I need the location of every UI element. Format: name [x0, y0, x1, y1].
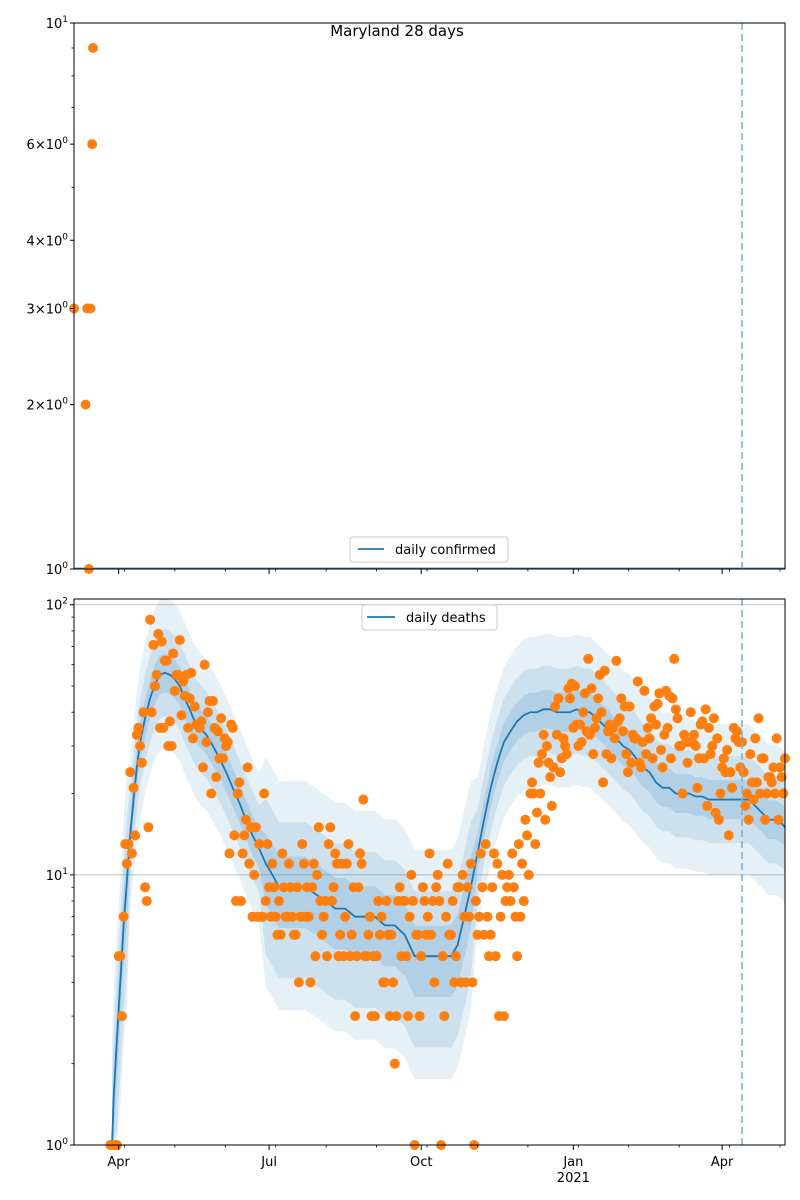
deaths-data-point [722, 745, 732, 755]
deaths-data-point [244, 859, 254, 869]
deaths-y-axis [46, 597, 74, 1154]
deaths-data-point [772, 733, 782, 743]
deaths-data-point [514, 839, 524, 849]
deaths-data-point [142, 896, 152, 906]
deaths-data-point [539, 730, 549, 740]
deaths-data-point [342, 859, 352, 869]
deaths-data-point [471, 896, 481, 906]
deaths-data-point [363, 930, 373, 940]
deaths-data-point [350, 1011, 360, 1021]
deaths-data-point [408, 896, 418, 906]
deaths-data-point [752, 777, 762, 787]
deaths-data-point [433, 870, 443, 880]
deaths-data-point [310, 951, 320, 961]
deaths-data-point [317, 930, 327, 940]
deaths-data-point [547, 801, 557, 811]
x-tick-sublabel: 2021 [556, 1171, 590, 1186]
deaths-data-point [203, 707, 213, 717]
deaths-data-point [261, 896, 271, 906]
deaths-data-point [309, 859, 319, 869]
deaths-data-point [175, 635, 185, 645]
deaths-data-point [668, 693, 678, 703]
deaths-data-point [329, 882, 339, 892]
deaths-data-point [167, 741, 177, 751]
deaths-data-point [196, 716, 206, 726]
deaths-data-point [122, 859, 132, 869]
deaths-data-point [534, 758, 544, 768]
deaths-data-point [115, 951, 125, 961]
deaths-data-point [137, 758, 147, 768]
y-tick-label [46, 15, 68, 32]
deaths-data-point [524, 870, 534, 880]
deaths-data-point [277, 848, 287, 858]
deaths-data-point [499, 1011, 509, 1021]
deaths-data-point [423, 912, 433, 922]
y-tick-label [27, 136, 69, 153]
deaths-data-point [476, 848, 486, 858]
deaths-data-point [553, 693, 563, 703]
deaths-data-point [124, 839, 134, 849]
deaths-data-point [157, 637, 167, 647]
deaths-panel [46, 597, 790, 1186]
deaths-data-point [682, 758, 692, 768]
deaths-data-point [299, 859, 309, 869]
deaths-data-point [143, 822, 153, 832]
deaths-data-point [343, 839, 353, 849]
deaths-data-point [312, 870, 322, 880]
deaths-data-point [127, 848, 137, 858]
deaths-data-point [307, 882, 317, 892]
deaths-data-point [754, 713, 764, 723]
deaths-data-point [224, 848, 234, 858]
deaths-data-point [691, 741, 701, 751]
deaths-data-point [382, 896, 392, 906]
deaths-data-point [190, 701, 200, 711]
deaths-data-point [243, 762, 253, 772]
deaths-data-point [610, 733, 620, 743]
y-tick-exponent: 0 [62, 1137, 68, 1147]
deaths-data-point [677, 789, 687, 799]
deaths-data-point [596, 707, 606, 717]
deaths-data-point [570, 681, 580, 691]
x-tick-label: Apr [710, 1155, 734, 1170]
deaths-data-point [216, 713, 226, 723]
deaths-data-point [292, 882, 302, 892]
deaths-data-point [727, 783, 737, 793]
deaths-data-point [274, 896, 284, 906]
deaths-data-point [489, 848, 499, 858]
y-tick-label [27, 232, 69, 249]
deaths-data-point [416, 951, 426, 961]
deaths-x-axis [107, 1145, 780, 1186]
deaths-data-point [639, 686, 649, 696]
band-outer [112, 599, 785, 1145]
deaths-data-point [426, 930, 436, 940]
deaths-data-point [223, 737, 233, 747]
deaths-data-point [466, 859, 476, 869]
deaths-data-point [491, 951, 501, 961]
deaths-data-point [587, 683, 597, 693]
deaths-data-point [463, 882, 473, 892]
y-tick-exponent: 2 [62, 596, 68, 607]
deaths-data-point [583, 654, 593, 664]
deaths-data-point [140, 882, 150, 892]
deaths-data-point [712, 733, 722, 743]
deaths-data-point [692, 783, 702, 793]
deaths-data-point [448, 896, 458, 906]
y-tick-base: 10 [45, 868, 63, 884]
y-tick-base: 6×10 [26, 138, 63, 154]
confirmed-x-axis [119, 569, 780, 574]
y-tick-exponent: 0 [62, 232, 68, 243]
deaths-data-point [377, 912, 387, 922]
deaths-data-point [418, 882, 428, 892]
deaths-data-point [233, 789, 243, 799]
deaths-data-point [709, 713, 719, 723]
deaths-data-point [415, 1011, 425, 1021]
deaths-data-point [704, 723, 714, 733]
deaths-data-point [506, 896, 516, 906]
deaths-data-point [239, 830, 249, 840]
deaths-data-point [200, 660, 210, 670]
deaths-data-point [319, 912, 329, 922]
deaths-data-point [593, 693, 603, 703]
y-tick-label [27, 300, 69, 317]
deaths-data-point [656, 745, 666, 755]
deaths-data-point [425, 848, 435, 858]
deaths-bands [112, 599, 785, 1145]
deaths-data-point [621, 749, 631, 759]
deaths-data-point [284, 859, 294, 869]
deaths-data-point [186, 668, 196, 678]
deaths-data-point [451, 951, 461, 961]
deaths-data-point [335, 930, 345, 940]
deaths-data-point [358, 795, 368, 805]
deaths-data-point [686, 707, 696, 717]
deaths-data-point [401, 951, 411, 961]
deaths-data-point [651, 720, 661, 730]
deaths-data-point [577, 737, 587, 747]
deaths-data-point [259, 789, 269, 799]
deaths-data-point [238, 848, 248, 858]
deaths-data-point [152, 670, 162, 680]
deaths-data-point [355, 848, 365, 858]
deaths-data-point [606, 753, 616, 763]
deaths-data-point [198, 762, 208, 772]
deaths-data-point [477, 882, 487, 892]
deaths-data-point [615, 713, 625, 723]
deaths-data-point [325, 822, 335, 832]
deaths-data-point [322, 951, 332, 961]
y-tick-exponent: 1 [62, 866, 68, 877]
deaths-data-point [519, 896, 529, 906]
y-tick-label [46, 1137, 69, 1154]
deaths-data-point [458, 870, 468, 880]
deaths-data-point [515, 912, 525, 922]
x-tick-label: Oct [409, 1155, 433, 1170]
deaths-data-point [520, 815, 530, 825]
deaths-data-point [487, 882, 497, 892]
confirmed-plot-frame [74, 23, 785, 569]
deaths-data-point [542, 741, 552, 751]
deaths-data-point [267, 859, 277, 869]
deaths-data-point [530, 839, 540, 849]
deaths-data-point [372, 951, 382, 961]
y-tick-base: 10 [45, 598, 63, 614]
deaths-data-point [509, 882, 519, 892]
deaths-data-point [314, 822, 324, 832]
y-tick-label [46, 561, 69, 578]
deaths-data-point [578, 707, 588, 717]
deaths-legend [362, 605, 497, 630]
deaths-data-point [130, 830, 140, 840]
y-tick-exponent: 0 [62, 561, 68, 571]
deaths-data-point [702, 801, 712, 811]
deaths-data-point [724, 830, 734, 840]
confirmed-data-point [86, 303, 96, 313]
deaths-data-point [370, 1011, 380, 1021]
deaths-data-point [725, 767, 735, 777]
deaths-data-point [623, 767, 633, 777]
deaths-data-point [438, 951, 448, 961]
y-tick-base: 10 [45, 1139, 63, 1154]
deaths-data-point [403, 1011, 413, 1021]
deaths-data-point [759, 753, 769, 763]
deaths-data-point [689, 730, 699, 740]
deaths-data-point [535, 789, 545, 799]
deaths-data-point [443, 859, 453, 869]
deaths-data-point [482, 912, 492, 922]
deaths-legend-label: daily deaths [406, 611, 486, 626]
deaths-data-point [492, 859, 502, 869]
deaths-data-point [496, 912, 506, 922]
deaths-data-point [481, 839, 491, 849]
deaths-data-point [129, 783, 139, 793]
deaths-data-point [590, 723, 600, 733]
deaths-data-point [365, 912, 375, 922]
y-tick-base: 4×10 [26, 234, 63, 250]
confirmed-legend-label: daily confirmed [395, 543, 496, 558]
deaths-data-point [588, 749, 598, 759]
deaths-data-point [562, 749, 572, 759]
deaths-data-point [545, 772, 555, 782]
deaths-data-point [611, 656, 621, 666]
deaths-data-point [176, 710, 186, 720]
deaths-data-point [739, 767, 749, 777]
deaths-data-point [211, 772, 221, 782]
deaths-data-point [340, 912, 350, 922]
deaths-data-point [464, 912, 474, 922]
deaths-data-point [431, 882, 441, 892]
deaths-data-point [512, 951, 522, 961]
deaths-data-point [767, 777, 777, 787]
deaths-data-point [125, 767, 135, 777]
deaths-data-point [522, 830, 532, 840]
y-tick-base: 2×10 [26, 398, 63, 414]
deaths-data-point [405, 912, 415, 922]
y-tick-label [46, 867, 68, 884]
y-tick-base: 10 [45, 17, 63, 32]
deaths-data-point [653, 699, 663, 709]
deaths-data-point [386, 930, 396, 940]
deaths-data-point [555, 767, 565, 777]
deaths-data-point [168, 648, 178, 658]
x-tick-label: Jul [261, 1155, 277, 1170]
deaths-data-point [507, 848, 517, 858]
deaths-data-point [229, 830, 239, 840]
deaths-data-point [353, 882, 363, 892]
deaths-data-point [658, 762, 668, 772]
deaths-data-point [663, 723, 673, 733]
deaths-data-point [598, 777, 608, 787]
confirmed-data-point [88, 43, 98, 53]
deaths-data-point [201, 737, 211, 747]
deaths-data-point [388, 977, 398, 987]
deaths-data-point [714, 815, 724, 825]
deaths-data-point [391, 1011, 401, 1021]
deaths-data-point [701, 704, 711, 714]
x-tick-label: Apr [107, 1155, 130, 1170]
deaths-data-point [775, 762, 785, 772]
deaths-data-point [600, 666, 610, 676]
deaths-data-point [618, 726, 628, 736]
y-tick-label [46, 597, 68, 614]
deaths-data-point [327, 896, 337, 906]
deaths-data-point [304, 912, 314, 922]
deaths-data-point [206, 789, 216, 799]
deaths-data-point [218, 753, 228, 763]
deaths-data-point [517, 859, 527, 869]
deaths-data-point [347, 930, 357, 940]
deaths-data-point [504, 870, 514, 880]
deaths-data-point [135, 741, 145, 751]
deaths-data-point [486, 930, 496, 940]
deaths-data-point [750, 733, 760, 743]
y-tick-base: 3×10 [26, 302, 63, 318]
y-tick-exponent: 0 [62, 136, 68, 147]
deaths-data-point [745, 749, 755, 759]
deaths-data-point [228, 723, 238, 733]
deaths-data-point [439, 1011, 449, 1021]
deaths-data-point [117, 1011, 127, 1021]
deaths-data-point [297, 839, 307, 849]
deaths-data-point [540, 815, 550, 825]
deaths-data-point [276, 930, 286, 940]
deaths-data-point [673, 713, 683, 723]
deaths-data-point [234, 777, 244, 787]
y-tick-exponent: 0 [62, 300, 68, 311]
deaths-data-point [446, 930, 456, 940]
y-tick-label [27, 397, 69, 414]
deaths-data-point [165, 716, 175, 726]
deaths-data-point [119, 912, 129, 922]
deaths-data-point [669, 654, 679, 664]
deaths-data-point [441, 912, 451, 922]
deaths-data-point [291, 930, 301, 940]
deaths-data-point [390, 1059, 400, 1069]
deaths-data-point [150, 681, 160, 691]
confirmed-data-point [81, 400, 91, 410]
chart-title: Maryland 28 days [330, 22, 464, 40]
deaths-data-point [324, 839, 334, 849]
confirmed-panel [27, 15, 785, 578]
deaths-data-point [773, 815, 783, 825]
deaths-data-point [636, 762, 646, 772]
x-tick-label: Jan [563, 1155, 584, 1170]
deaths-data-point [744, 815, 754, 825]
confirmed-legend [350, 537, 508, 562]
y-tick-exponent: 0 [62, 396, 68, 407]
deaths-data-point [357, 859, 367, 869]
deaths-data-point [147, 707, 157, 717]
deaths-data-point [760, 815, 770, 825]
confirmed-y-axis [27, 15, 74, 578]
deaths-data-point [269, 882, 279, 892]
deaths-data-point [262, 839, 272, 849]
deaths-data-point [330, 848, 340, 858]
y-tick-exponent: 1 [62, 15, 68, 25]
deaths-data-point [406, 870, 416, 880]
deaths-data-point [625, 701, 635, 711]
deaths-data-point [527, 777, 537, 787]
deaths-data-point [249, 870, 259, 880]
deaths-data-point [732, 726, 742, 736]
deaths-data-point [251, 822, 261, 832]
deaths-data-point [188, 733, 198, 743]
deaths-data-point [145, 615, 155, 625]
deaths-data-point [434, 896, 444, 906]
confirmed-data-point [87, 139, 97, 149]
deaths-data-point [648, 753, 658, 763]
deaths-data-point [305, 977, 315, 987]
deaths-data-point [236, 896, 246, 906]
deaths-data-point [666, 753, 676, 763]
deaths-data-point [644, 733, 654, 743]
deaths-data-point [170, 686, 180, 696]
deaths-data-point [395, 882, 405, 892]
deaths-data-point [208, 696, 218, 706]
deaths-data-point [271, 912, 281, 922]
deaths-data-point [671, 704, 681, 714]
deaths-data-point [532, 808, 542, 818]
deaths-data-point [429, 977, 439, 987]
deaths-data-point [716, 789, 726, 799]
deaths-data-point [294, 977, 304, 987]
deaths-data-point [467, 977, 477, 987]
deaths-data-point [778, 789, 788, 799]
deaths-data-point [633, 676, 643, 686]
deaths-data-point [133, 723, 143, 733]
deaths-data-point [565, 693, 575, 703]
y-tick-base: 10 [45, 563, 63, 578]
